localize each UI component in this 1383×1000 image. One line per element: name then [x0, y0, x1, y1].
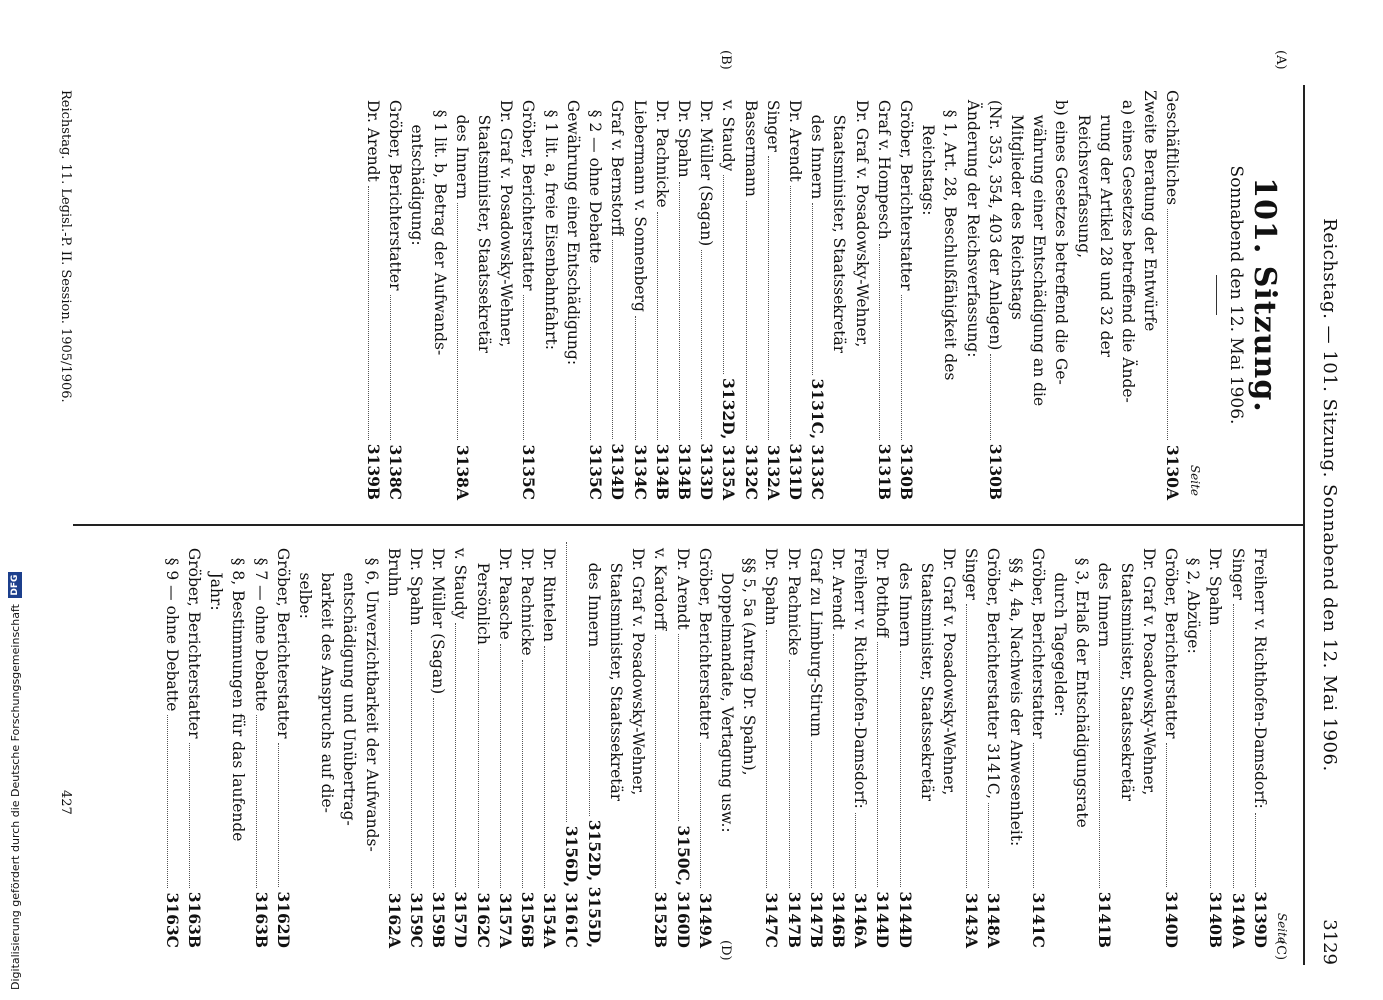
entry-text: Dr. Pachnicke: [784, 538, 803, 656]
leader-dots: [700, 743, 701, 888]
header-rule: [1303, 85, 1305, 965]
entry-text: Zweite Beratung der Entwürfe: [1141, 90, 1160, 332]
index-entry: [517, 90, 539, 500]
leader-dots: [1166, 743, 1167, 888]
leader-dots: [389, 601, 390, 888]
running-title: Reichstag. — 101. Sitzung. Sonnabend den 12. Mai 1906.: [1319, 218, 1341, 772]
entry-text: a) eines Gesetzes betreffend die Ände-: [1118, 90, 1137, 403]
session-heading: 101. Sitzung.: [1247, 177, 1282, 413]
index-entry: [762, 90, 784, 500]
index-entry: [1072, 90, 1094, 500]
index-entry: [1049, 538, 1071, 948]
index-entry: [583, 538, 605, 948]
leader-dots: [278, 743, 279, 888]
heading-rule: [1216, 275, 1217, 315]
entry-text: § 2, Abzüge:: [1184, 538, 1203, 654]
index-entry: [538, 538, 560, 948]
index-entry: [405, 538, 427, 948]
entry-text: § 7 — ohne Debatte: [251, 538, 270, 712]
index-entry: [516, 538, 538, 948]
leader-dots: [988, 803, 989, 888]
index-entry: [1027, 538, 1049, 948]
entry-text: Änderung der Reichsverfassung:: [963, 90, 982, 358]
running-header: [1312, 85, 1348, 965]
entry-text: Singer: [763, 90, 782, 152]
entry-text: Gröber, Berichterstatter: [1161, 538, 1180, 739]
index-entry: [716, 538, 738, 948]
entry-page-ref: 3144D: [873, 891, 893, 948]
leader-dots: [189, 743, 190, 888]
index-entry: [717, 90, 739, 500]
entry-text: Dr. Pachnicke: [518, 538, 537, 656]
entry-page-ref: 3147B: [784, 891, 804, 948]
leader-dots: [455, 623, 456, 887]
entry-page-ref: 3138C: [386, 444, 406, 500]
index-entry: [540, 90, 562, 500]
index-entry: [316, 538, 338, 948]
leader-dots: [900, 651, 901, 887]
watermark-text: Digitalisierung gefördert durch die Deutsche Forschungsgemeinschaft: [8, 604, 22, 990]
entry-text: entschädigung und Unübertrag-: [340, 538, 359, 826]
entry-page-ref: 3157D: [451, 891, 471, 948]
entry-text: Bruhn: [384, 538, 403, 597]
entry-text: Gröber, Berichterstatter: [695, 538, 714, 739]
leader-dots: [811, 741, 812, 888]
entry-text: Gewährung einer Entschädigung:: [563, 90, 582, 366]
index-entry: [873, 90, 895, 500]
entry-text: Dr. Spahn: [1206, 538, 1225, 626]
index-entry: [939, 90, 961, 500]
seite-label-right: Seite: [1275, 912, 1289, 944]
entry-text: Freiherr v. Richthofen-Damsdorf:: [851, 538, 870, 809]
entry-page-ref: 3139D: [1250, 891, 1270, 948]
right-column: [161, 538, 1293, 948]
entry-page-ref: 3130B: [985, 443, 1005, 500]
leader-dots: [966, 604, 967, 888]
entry-page-ref: 3139B: [364, 443, 384, 500]
entry-text: des Innern: [584, 538, 603, 648]
entry-page-ref: 3146B: [828, 891, 848, 948]
index-entry: [760, 538, 782, 948]
index-entry: [1115, 538, 1137, 948]
session-date: Sonnabend den 12. Mai 1906.: [1225, 165, 1246, 425]
left-column: [362, 90, 1293, 500]
entry-page-ref: 3135C: [586, 444, 606, 500]
entry-page-ref: 3148A: [984, 892, 1004, 948]
index-entry: [628, 90, 650, 500]
entry-page-ref: 3130B: [896, 443, 916, 500]
leader-dots: [1233, 604, 1234, 888]
entry-text: Singer: [1228, 538, 1247, 600]
leader-dots: [657, 212, 658, 440]
index-entry: [695, 90, 717, 500]
entry-text: Gröber, Berichterstatter: [896, 90, 915, 291]
leader-dots: [901, 295, 902, 440]
index-entry: [673, 90, 695, 500]
column-divider: [73, 524, 1303, 526]
leader-dots: [457, 203, 458, 440]
entry-page-ref: 3131B: [874, 443, 894, 500]
entry-page-ref: 3163B: [185, 891, 205, 948]
leader-dots: [1033, 743, 1034, 888]
index-entry: [272, 538, 294, 948]
entry-text: (Nr. 353, 354, 403 der Anlagen): [985, 90, 1004, 351]
footer-signature: Reichstag. 11. Legisl.-P. II. Session. 1905/1906.: [58, 90, 73, 403]
index-entry: [827, 538, 849, 948]
entry-text: Dr. Arendt: [828, 538, 847, 630]
leader-dots: [679, 182, 680, 440]
entry-page-ref: 3147C: [762, 892, 782, 948]
entry-page-ref: 3146A: [851, 892, 871, 948]
index-entry: [1004, 538, 1026, 948]
entry-page-ref: 3130A: [1163, 444, 1183, 500]
leader-dots: [766, 630, 767, 888]
entry-text: Dr. Arendt: [673, 538, 692, 630]
index-entry: [605, 538, 627, 948]
entry-text: Geschäftliches: [1163, 90, 1182, 206]
index-entry: [828, 90, 850, 500]
entry-text: § 9 — ohne Debatte: [162, 538, 181, 712]
index-entry: [1204, 538, 1226, 948]
entry-page-ref: 3135C: [519, 444, 539, 500]
index-entry: [384, 90, 406, 500]
entry-text: Staatsminister, Staatssekretär: [1117, 538, 1136, 802]
entry-text: barkeit des Anspruchs auf die-: [318, 538, 337, 813]
entry-text: Staatsminister, Staatssekretär: [475, 90, 494, 354]
entry-text: Dr. Graf v. Posadowsky-Wehner,: [497, 90, 516, 348]
leader-dots: [500, 644, 501, 888]
index-entry: [428, 90, 450, 500]
entry-page-ref: 3156D, 3161C: [562, 825, 582, 948]
entry-page-ref: 3140D: [1161, 891, 1181, 948]
entry-page-ref: 3157A: [495, 892, 515, 948]
leader-dots: [833, 634, 834, 888]
leader-dots: [167, 715, 168, 888]
entry-page-ref: 3163C: [162, 892, 182, 948]
leader-dots: [567, 542, 568, 822]
entry-text: Gröber, Berichterstatter: [386, 90, 405, 291]
index-entry: [249, 538, 271, 948]
leader-dots: [589, 651, 590, 815]
entry-text: § 1, Art. 28, Beschlußfähigkeit des: [941, 90, 960, 381]
entry-text: Freiherr v. Richthofen-Damsdorf:: [1250, 538, 1269, 809]
entry-text: des Innern: [452, 90, 471, 200]
entry-text: Persönlich: [473, 538, 492, 645]
leader-dots: [701, 250, 702, 439]
index-entry: [1028, 90, 1050, 500]
entry-text: v. Kardorff: [651, 538, 670, 631]
entry-text: Doppelmandate, Vertagung usw.:: [717, 538, 736, 833]
index-entry: [606, 90, 628, 500]
entry-text: Reichsverfassung,: [1074, 90, 1093, 259]
entry-text: Gröber, Berichterstatter: [519, 90, 538, 291]
index-entry: [917, 90, 939, 500]
index-entry: [495, 90, 517, 500]
entry-text: Dr. Graf v. Posadowsky-Wehner,: [939, 538, 958, 796]
index-entry: [449, 538, 471, 948]
entry-text: Dr. Müller (Sagan): [429, 538, 448, 695]
entry-text: Gröber, Berichterstatter: [273, 538, 292, 739]
margin-mark-d: (D): [718, 940, 733, 961]
index-entry: [227, 538, 249, 948]
index-entry: [849, 538, 871, 948]
entry-text: rung der Artikel 28 und 32 der: [1096, 90, 1115, 358]
entry-page-ref: 3134B: [674, 443, 694, 500]
index-entry: [1160, 538, 1182, 948]
index-entry: [294, 538, 316, 948]
entry-text: Staatsminister, Staatssekretär: [917, 538, 936, 802]
index-entry: [338, 538, 360, 948]
entry-text: Dr. Spahn: [407, 538, 426, 626]
index-entry: [451, 90, 473, 500]
leader-dots: [678, 634, 679, 822]
entry-text: Bassermann: [741, 90, 760, 197]
entry-page-ref: 3138A: [452, 444, 472, 500]
left-entry-list: [362, 90, 1184, 500]
entry-text: Dr. Graf v. Posadowsky-Wehner,: [629, 538, 648, 796]
index-entry: [782, 538, 804, 948]
entry-page-ref: 3131D: [785, 443, 805, 500]
entry-text: Dr. Rintelen: [540, 538, 559, 642]
entry-page-ref: 3132D, 3135A: [719, 378, 739, 500]
index-entry: [982, 538, 1004, 948]
entry-page-ref: 3134C: [630, 444, 650, 500]
entry-text: Dr. Pachnicke: [652, 90, 671, 208]
entry-page-ref: 3159B: [429, 891, 449, 948]
index-entry: [406, 90, 428, 500]
leader-dots: [768, 156, 769, 440]
entry-text: Dr. Arendt: [785, 90, 804, 182]
leader-dots: [524, 295, 525, 440]
entry-text: Liebermann v. Sonnenberg: [630, 90, 649, 312]
entry-text: Dr. Müller (Sagan): [697, 90, 716, 247]
entry-text: §§ 5, 5a (Antrag Dr. Spahn),: [740, 538, 759, 776]
entry-text: Graf v. Hompesch: [874, 90, 893, 240]
leader-dots: [789, 660, 790, 888]
entry-text: währung einer Entschädigung an die: [1030, 90, 1049, 407]
index-entry: [627, 538, 649, 948]
margin-mark-c: (C): [1273, 940, 1288, 961]
entry-text: Mitglieder des Reichstags: [1007, 90, 1026, 320]
leader-dots: [433, 698, 434, 888]
entry-page-ref: 3141B: [1095, 891, 1115, 948]
leader-dots: [812, 203, 813, 374]
entry-page-ref: 3154A: [540, 892, 560, 948]
entry-page-ref: 3143A: [962, 892, 982, 948]
entry-text: Dr. Graf v. Posadowsky-Wehner,: [852, 90, 871, 348]
index-entry: [960, 538, 982, 948]
entry-text: § 1 lit. a, freie Eisenbahnfahrt:: [541, 90, 560, 350]
entry-page-ref: 3140A: [1228, 892, 1248, 948]
index-entry: [494, 538, 516, 948]
index-entry: [471, 538, 493, 948]
leader-dots: [256, 715, 257, 887]
leader-dots: [877, 642, 878, 888]
entry-page-ref: 3132C: [741, 444, 761, 500]
index-entry: [1138, 538, 1160, 948]
leader-dots: [1255, 813, 1256, 888]
entry-page-ref: 3132A: [763, 444, 783, 500]
index-entry: [560, 538, 582, 948]
leader-dots: [368, 186, 369, 440]
index-entry: [893, 538, 915, 948]
entry-text: des Innern: [895, 538, 914, 648]
entry-page-ref: 3141C: [1028, 892, 1048, 948]
leader-dots: [990, 354, 991, 439]
index-entry: [360, 538, 382, 948]
entry-text: des Innern: [808, 90, 827, 200]
entry-page-ref: 3163B: [251, 891, 271, 948]
index-entry: [584, 90, 606, 500]
entry-page-ref: 3162C: [473, 892, 493, 948]
index-entry: [427, 538, 449, 948]
index-entry: [694, 538, 716, 948]
entry-text: Dr. Spahn: [762, 538, 781, 626]
index-entry: [671, 538, 693, 948]
entry-text: § 1 lit. b, Betrag der Aufwands-: [430, 90, 449, 356]
index-entry: [562, 90, 584, 500]
index-entry: [916, 538, 938, 948]
entry-page-ref: 3134D: [608, 443, 628, 500]
entry-text: Graf zu Limburg-Stirum: [806, 538, 825, 737]
index-entry: [850, 90, 872, 500]
entry-page-ref: 3152D, 3155D,: [584, 819, 604, 948]
index-entry: [738, 538, 760, 948]
leader-dots: [723, 175, 724, 374]
entry-text: Dr. Graf v. Posadowsky-Wehner,: [1139, 538, 1158, 796]
index-entry: [1071, 538, 1093, 948]
index-entry: [383, 538, 405, 948]
entry-text: § 2 — ohne Debatte: [586, 90, 605, 264]
entry-text: § 6, Unverzichtbarkeit der Aufwands-: [362, 538, 381, 852]
leader-dots: [655, 635, 656, 888]
index-entry: [806, 90, 828, 500]
leader-dots: [1210, 630, 1211, 888]
leader-dots: [544, 646, 545, 888]
entry-text: Dr. Arendt: [364, 90, 383, 182]
entry-page-ref: 3140B: [1206, 891, 1226, 948]
index-entry: [1182, 538, 1204, 948]
index-entry: [205, 538, 227, 948]
index-entry: [649, 538, 671, 948]
margin-mark-a: (A): [1273, 50, 1288, 70]
entry-text: v. Staudy: [719, 90, 738, 172]
entry-page-ref: 3156B: [518, 891, 538, 948]
dfg-logo-icon: DFG: [8, 572, 22, 598]
entry-page-ref: 3162A: [384, 892, 404, 948]
entry-text: Gröber, Berichterstatter 3141C,: [984, 538, 1003, 800]
entry-text: §§ 4, 4a, Nachweis der Anwesenheit:: [1006, 538, 1025, 847]
entry-text: § 8, Bestimmungen für das laufende: [229, 538, 248, 842]
index-entry: [784, 90, 806, 500]
margin-mark-b: (B): [718, 50, 733, 70]
watermark: [8, 572, 22, 990]
index-entry: [1006, 90, 1028, 500]
entry-page-ref: 3147B: [806, 891, 826, 948]
entry-page-ref: 3144D: [895, 891, 915, 948]
index-entry: [961, 90, 983, 500]
leader-dots: [390, 295, 391, 440]
entry-text: selbe:: [296, 538, 315, 619]
index-entry: [938, 538, 960, 948]
index-entry: [984, 90, 1006, 500]
entry-text: durch Tagegelder:: [1050, 538, 1069, 717]
leader-dots: [478, 649, 479, 888]
entry-page-ref: 3131C, 3133C: [808, 378, 828, 500]
entry-text: entschädigung:: [408, 90, 427, 246]
entry-text: Gröber, Berichterstatter: [185, 538, 204, 739]
leader-dots: [522, 660, 523, 888]
leader-dots: [590, 267, 591, 440]
index-entry: [895, 90, 917, 500]
leader-dots: [1167, 209, 1168, 440]
right-entry-list: [161, 538, 1271, 948]
entry-page-ref: 3133D: [697, 443, 717, 500]
entry-text: v. Staudy: [451, 538, 470, 620]
entry-text: Staatsminister, Staatssekretär: [606, 538, 625, 802]
entry-text: Singer: [962, 538, 981, 600]
index-entry: [1117, 90, 1139, 500]
entry-text: Jahr:: [207, 538, 226, 611]
leader-dots: [855, 813, 856, 888]
index-entry: [473, 90, 495, 500]
entry-text: Dr. Potthoff: [873, 538, 892, 638]
entry-page-ref: 3150C, 3160D: [673, 825, 693, 948]
entry-text: Gröber, Berichterstatter: [1028, 538, 1047, 739]
index-entry: [1249, 538, 1271, 948]
index-entry: [1226, 538, 1248, 948]
leader-dots: [411, 630, 412, 888]
index-entry: [1139, 90, 1161, 500]
index-entry: [362, 90, 384, 500]
leader-dots: [746, 201, 747, 440]
entry-page-ref: 3162D: [273, 891, 293, 948]
entry-text: b) eines Gesetzes betreffend die Ge-: [1052, 90, 1071, 385]
leader-dots: [879, 244, 880, 440]
index-entry: [651, 90, 673, 500]
entry-page-ref: 3149A: [695, 892, 715, 948]
index-entry: [1161, 90, 1183, 500]
index-entry: [1095, 90, 1117, 500]
index-entry: [805, 538, 827, 948]
entry-page-ref: 3134B: [652, 443, 672, 500]
page-number: 3129: [1319, 919, 1341, 965]
entry-page-ref: 3152B: [651, 891, 671, 948]
leader-dots: [790, 186, 791, 440]
entry-text: des Innern: [1095, 538, 1114, 648]
seite-label-left: Seite: [1187, 464, 1202, 496]
index-entry: [871, 538, 893, 948]
entry-page-ref: 3159C: [407, 892, 427, 948]
index-entry: [161, 538, 183, 948]
index-entry: [1050, 90, 1072, 500]
entry-text: Dr. Paasche: [495, 538, 514, 640]
leader-dots: [635, 316, 636, 440]
index-entry: [1093, 538, 1115, 948]
entry-text: § 3, Erlaß der Entschädigungsrate: [1073, 538, 1092, 828]
entry-text: Staatsminister, Staatssekretär: [830, 90, 849, 354]
entry-text: Graf v. Bernstorff: [608, 90, 627, 237]
footer-number: 427: [58, 790, 73, 815]
leader-dots: [1099, 651, 1100, 887]
leader-dots: [612, 240, 613, 439]
entry-text: Dr. Spahn: [674, 90, 693, 178]
index-entry: [183, 538, 205, 948]
entry-text: Reichstags:: [919, 90, 938, 216]
index-entry: [739, 90, 761, 500]
